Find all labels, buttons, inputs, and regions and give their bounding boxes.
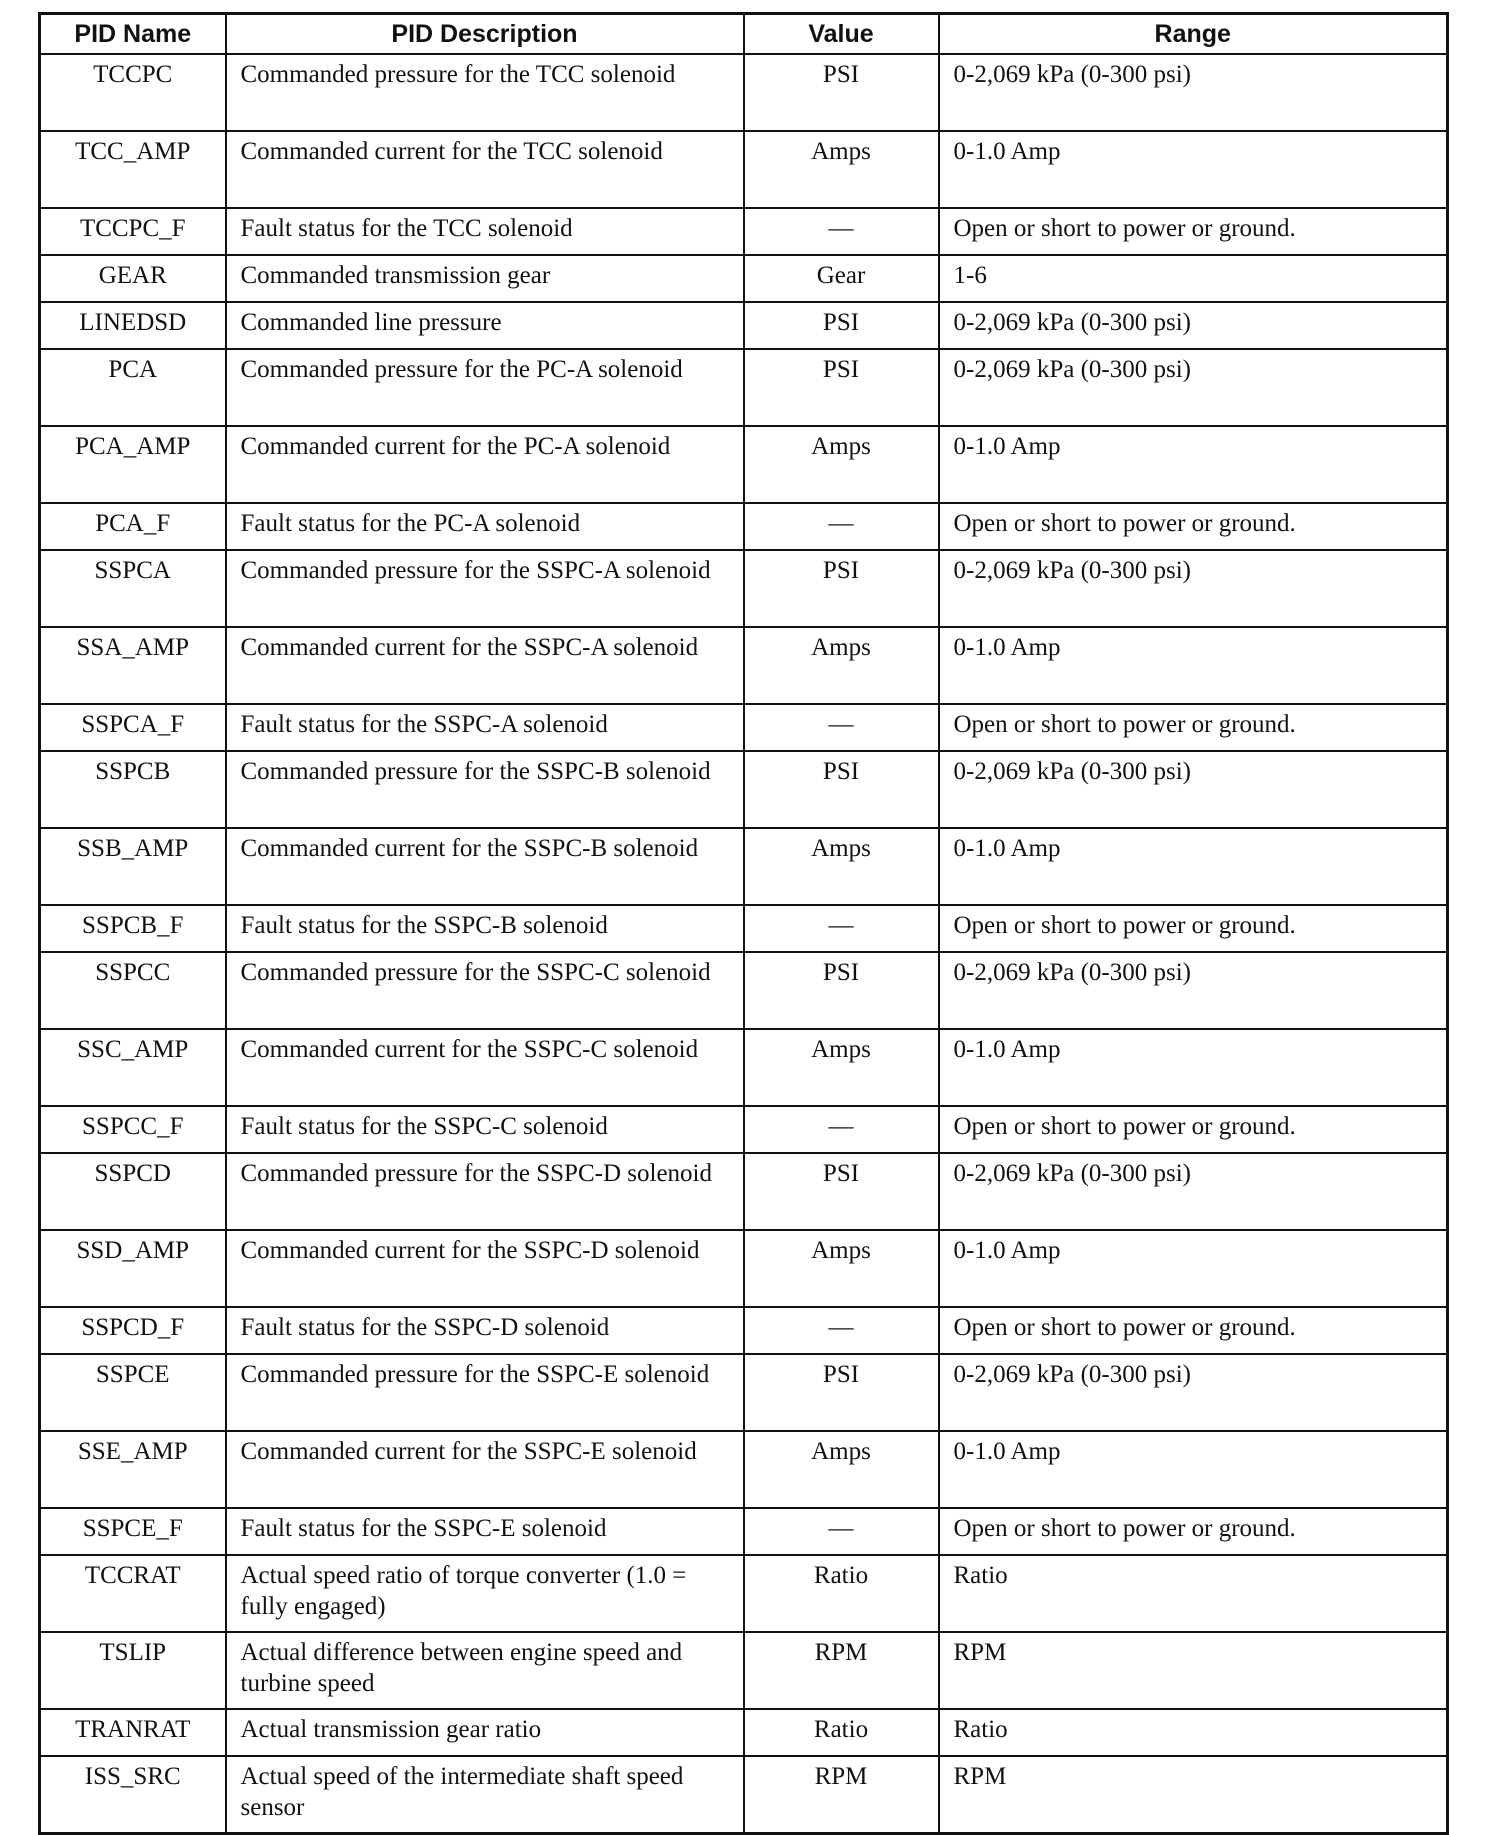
pid-description-cell: Fault status for the TCC solenoid bbox=[226, 208, 744, 255]
value-cell: Ratio bbox=[744, 1709, 939, 1756]
pid-description-cell: Actual speed of the intermediate shaft speed sensor bbox=[226, 1756, 744, 1834]
table-row bbox=[40, 751, 1448, 828]
table-row bbox=[40, 208, 1448, 255]
range-cell: 1-6 bbox=[939, 255, 1448, 302]
pid-name-cell: SSPCA bbox=[40, 550, 226, 627]
pid-name-cell: SSD_AMP bbox=[40, 1230, 226, 1307]
range-cell: 0-2,069 kPa (0-300 psi) bbox=[939, 1153, 1448, 1230]
value-cell: PSI bbox=[744, 1153, 939, 1230]
table-row bbox=[40, 1106, 1448, 1153]
value-cell: Amps bbox=[744, 1431, 939, 1508]
pid-description-cell: Commanded pressure for the SSPC-A solenoid bbox=[226, 550, 744, 627]
range-cell: 0-1.0 Amp bbox=[939, 1431, 1448, 1508]
table-row bbox=[40, 1632, 1448, 1709]
value-cell: — bbox=[744, 208, 939, 255]
value-cell: PSI bbox=[744, 751, 939, 828]
pid-description-cell: Fault status for the SSPC-C solenoid bbox=[226, 1106, 744, 1153]
pid-name-cell: SSPCA_F bbox=[40, 704, 226, 751]
value-cell: PSI bbox=[744, 349, 939, 426]
range-cell: RPM bbox=[939, 1632, 1448, 1709]
range-cell: Open or short to power or ground. bbox=[939, 905, 1448, 952]
pid-name-cell: TCCPC bbox=[40, 54, 226, 131]
table-row bbox=[40, 704, 1448, 751]
value-cell: — bbox=[744, 905, 939, 952]
value-cell: PSI bbox=[744, 1354, 939, 1431]
pid-name-cell: TCC_AMP bbox=[40, 131, 226, 208]
table-row bbox=[40, 302, 1448, 349]
table-row bbox=[40, 828, 1448, 905]
pid-description-cell: Fault status for the SSPC-B solenoid bbox=[226, 905, 744, 952]
range-cell: RPM bbox=[939, 1756, 1448, 1834]
pid-name-cell: GEAR bbox=[40, 255, 226, 302]
pid-name-cell: SSPCD bbox=[40, 1153, 226, 1230]
pid-description-cell: Commanded pressure for the SSPC-C solenoid bbox=[226, 952, 744, 1029]
pid-name-cell: SSC_AMP bbox=[40, 1029, 226, 1106]
pid-description-cell: Commanded current for the SSPC-B solenoid bbox=[226, 828, 744, 905]
pid-description-cell: Actual transmission gear ratio bbox=[226, 1709, 744, 1756]
pid-description-cell: Commanded pressure for the SSPC-D solenoid bbox=[226, 1153, 744, 1230]
table-row bbox=[40, 1354, 1448, 1431]
pid-name-cell: PCA_F bbox=[40, 503, 226, 550]
table-row bbox=[40, 503, 1448, 550]
pid-description-cell: Actual difference between engine speed and turbine speed bbox=[226, 1632, 744, 1709]
pid-name-cell: TCCRAT bbox=[40, 1555, 226, 1632]
pid-name-cell: TSLIP bbox=[40, 1632, 226, 1709]
range-cell: 0-1.0 Amp bbox=[939, 1230, 1448, 1307]
value-cell: PSI bbox=[744, 302, 939, 349]
value-cell: Ratio bbox=[744, 1555, 939, 1632]
table-row bbox=[40, 54, 1448, 131]
range-cell: 0-2,069 kPa (0-300 psi) bbox=[939, 54, 1448, 131]
pid-description-cell: Commanded current for the SSPC-C solenoid bbox=[226, 1029, 744, 1106]
pid-name-cell: SSPCB bbox=[40, 751, 226, 828]
pid-description-cell: Fault status for the SSPC-A solenoid bbox=[226, 704, 744, 751]
range-cell: 0-2,069 kPa (0-300 psi) bbox=[939, 302, 1448, 349]
pid-name-cell: SSPCE bbox=[40, 1354, 226, 1431]
value-cell: — bbox=[744, 1508, 939, 1555]
range-cell: Ratio bbox=[939, 1555, 1448, 1632]
pid-description-cell: Actual speed ratio of torque converter (1.0 = fully engaged) bbox=[226, 1555, 744, 1632]
range-cell: 0-1.0 Amp bbox=[939, 828, 1448, 905]
value-cell: — bbox=[744, 704, 939, 751]
value-cell: Amps bbox=[744, 426, 939, 503]
header-row bbox=[40, 14, 1448, 55]
pid-description-cell: Commanded transmission gear bbox=[226, 255, 744, 302]
range-cell: 0-1.0 Amp bbox=[939, 627, 1448, 704]
pid-name-cell: SSPCD_F bbox=[40, 1307, 226, 1354]
table-row bbox=[40, 905, 1448, 952]
pid-name-cell: SSB_AMP bbox=[40, 828, 226, 905]
pid-description-cell: Commanded current for the TCC solenoid bbox=[226, 131, 744, 208]
value-cell: RPM bbox=[744, 1632, 939, 1709]
pid-name-cell: SSPCE_F bbox=[40, 1508, 226, 1555]
pid-name-cell: SSPCC_F bbox=[40, 1106, 226, 1153]
range-cell: 0-2,069 kPa (0-300 psi) bbox=[939, 349, 1448, 426]
value-cell: PSI bbox=[744, 952, 939, 1029]
value-cell: PSI bbox=[744, 550, 939, 627]
range-cell: Open or short to power or ground. bbox=[939, 503, 1448, 550]
range-cell: Open or short to power or ground. bbox=[939, 704, 1448, 751]
value-cell: Amps bbox=[744, 828, 939, 905]
range-cell: 0-2,069 kPa (0-300 psi) bbox=[939, 751, 1448, 828]
header-pid-name: PID Name bbox=[40, 14, 226, 55]
value-cell: Amps bbox=[744, 627, 939, 704]
value-cell: — bbox=[744, 1307, 939, 1354]
pid-table bbox=[38, 12, 1449, 1835]
pid-name-cell: SSPCB_F bbox=[40, 905, 226, 952]
value-cell: Gear bbox=[744, 255, 939, 302]
table-row bbox=[40, 426, 1448, 503]
value-cell: PSI bbox=[744, 54, 939, 131]
table-row bbox=[40, 349, 1448, 426]
pid-description-cell: Commanded line pressure bbox=[226, 302, 744, 349]
table-row bbox=[40, 1307, 1448, 1354]
range-cell: Open or short to power or ground. bbox=[939, 208, 1448, 255]
pid-description-cell: Commanded pressure for the TCC solenoid bbox=[226, 54, 744, 131]
pid-name-cell: TRANRAT bbox=[40, 1709, 226, 1756]
table-row bbox=[40, 1555, 1448, 1632]
range-cell: Open or short to power or ground. bbox=[939, 1106, 1448, 1153]
pid-description-cell: Fault status for the SSPC-E solenoid bbox=[226, 1508, 744, 1555]
table-row bbox=[40, 1029, 1448, 1106]
pid-name-cell: SSA_AMP bbox=[40, 627, 226, 704]
pid-description-cell: Commanded current for the SSPC-A solenoid bbox=[226, 627, 744, 704]
range-cell: Ratio bbox=[939, 1709, 1448, 1756]
pid-description-cell: Commanded pressure for the PC-A solenoid bbox=[226, 349, 744, 426]
pid-name-cell: PCA_AMP bbox=[40, 426, 226, 503]
range-cell: 0-2,069 kPa (0-300 psi) bbox=[939, 1354, 1448, 1431]
pid-description-cell: Commanded current for the SSPC-D solenoid bbox=[226, 1230, 744, 1307]
range-cell: 0-1.0 Amp bbox=[939, 426, 1448, 503]
header-range: Range bbox=[939, 14, 1448, 55]
header-pid-description: PID Description bbox=[226, 14, 744, 55]
table-row bbox=[40, 1508, 1448, 1555]
pid-description-cell: Fault status for the SSPC-D solenoid bbox=[226, 1307, 744, 1354]
range-cell: 0-1.0 Amp bbox=[939, 1029, 1448, 1106]
table-row bbox=[40, 550, 1448, 627]
pid-name-cell: ISS_SRC bbox=[40, 1756, 226, 1834]
value-cell: — bbox=[744, 1106, 939, 1153]
header-value: Value bbox=[744, 14, 939, 55]
pid-name-cell: PCA bbox=[40, 349, 226, 426]
table-row bbox=[40, 1756, 1448, 1834]
value-cell: Amps bbox=[744, 131, 939, 208]
pid-name-cell: LINEDSD bbox=[40, 302, 226, 349]
table-row bbox=[40, 255, 1448, 302]
pid-description-cell: Commanded current for the PC-A solenoid bbox=[226, 426, 744, 503]
pid-description-cell: Commanded pressure for the SSPC-B solenoid bbox=[226, 751, 744, 828]
pid-description-cell: Commanded pressure for the SSPC-E solenoid bbox=[226, 1354, 744, 1431]
pid-description-cell: Commanded current for the SSPC-E solenoid bbox=[226, 1431, 744, 1508]
range-cell: Open or short to power or ground. bbox=[939, 1508, 1448, 1555]
value-cell: — bbox=[744, 503, 939, 550]
table-row bbox=[40, 1153, 1448, 1230]
table-row bbox=[40, 1709, 1448, 1756]
value-cell: RPM bbox=[744, 1756, 939, 1834]
table-row bbox=[40, 952, 1448, 1029]
pid-name-cell: TCCPC_F bbox=[40, 208, 226, 255]
table-row bbox=[40, 131, 1448, 208]
range-cell: 0-1.0 Amp bbox=[939, 131, 1448, 208]
range-cell: 0-2,069 kPa (0-300 psi) bbox=[939, 550, 1448, 627]
value-cell: Amps bbox=[744, 1029, 939, 1106]
table-row bbox=[40, 1230, 1448, 1307]
table-row bbox=[40, 627, 1448, 704]
range-cell: 0-2,069 kPa (0-300 psi) bbox=[939, 952, 1448, 1029]
pid-name-cell: SSE_AMP bbox=[40, 1431, 226, 1508]
pid-description-cell: Fault status for the PC-A solenoid bbox=[226, 503, 744, 550]
pid-name-cell: SSPCC bbox=[40, 952, 226, 1029]
value-cell: Amps bbox=[744, 1230, 939, 1307]
range-cell: Open or short to power or ground. bbox=[939, 1307, 1448, 1354]
table-row bbox=[40, 1431, 1448, 1508]
